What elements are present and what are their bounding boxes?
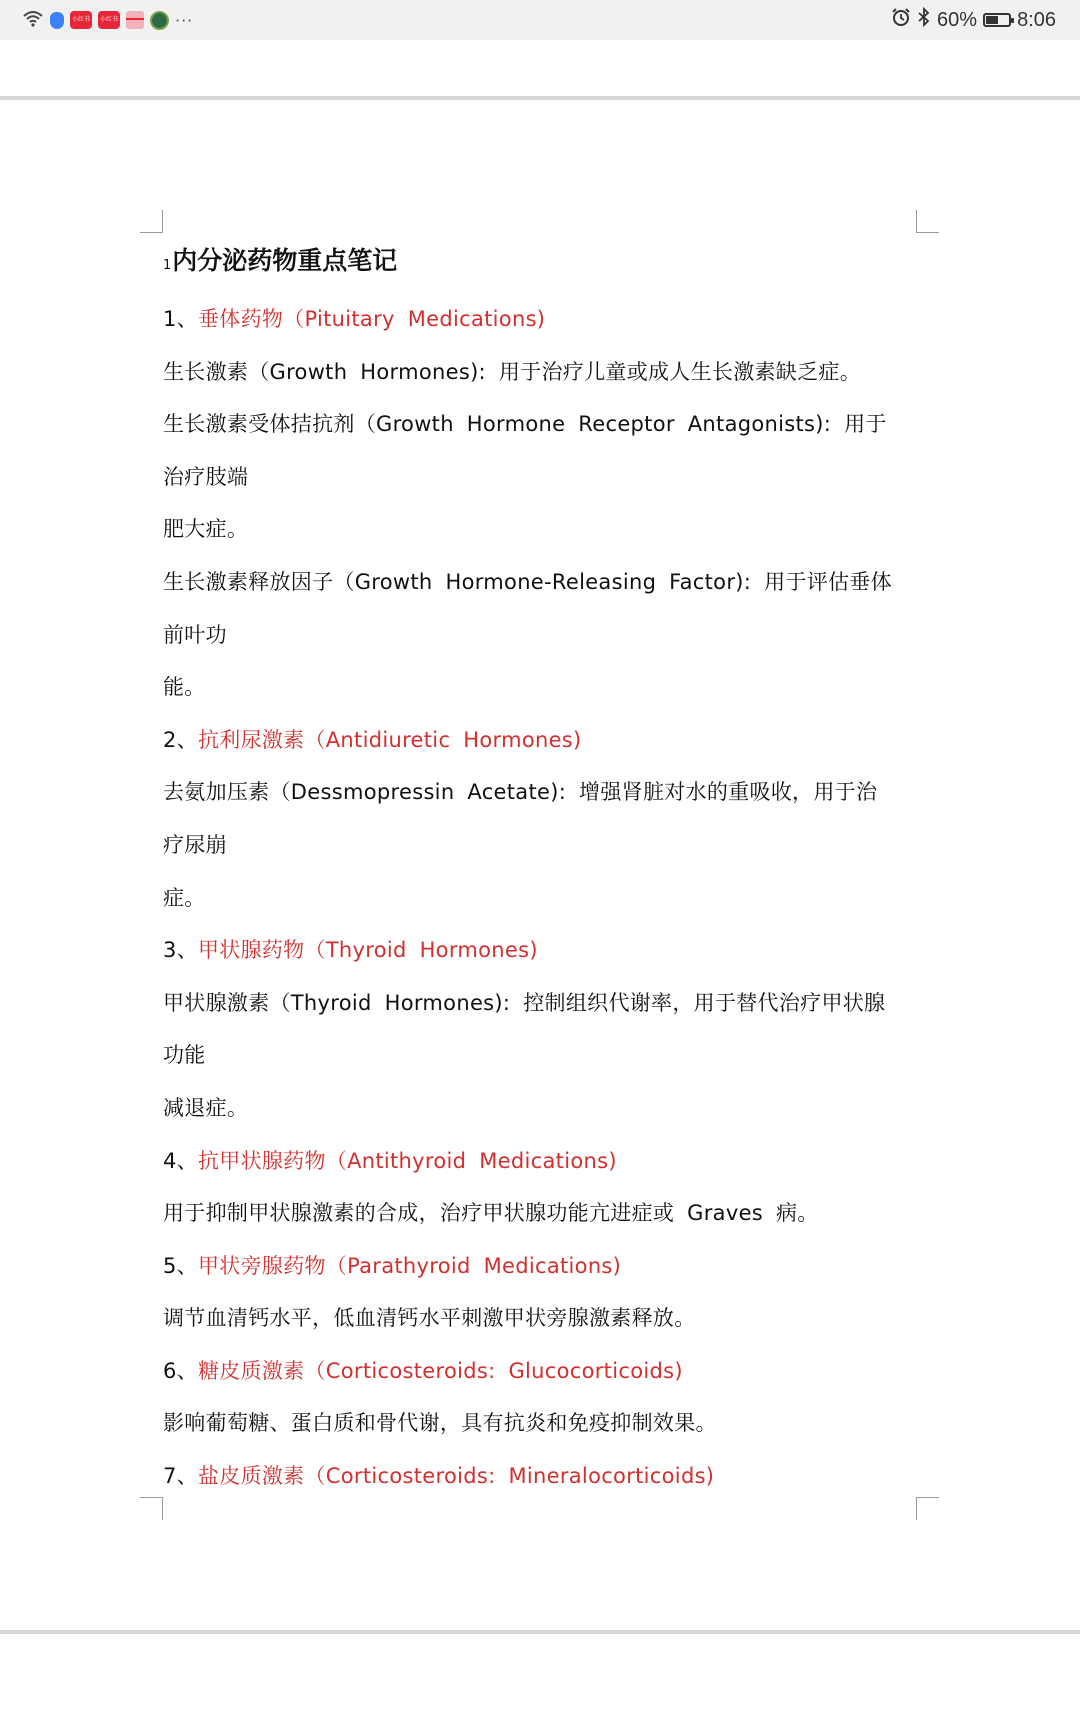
app-badge-icon: 小红书: [98, 11, 120, 29]
paragraph-line: [163, 346, 923, 399]
clock: 8:06: [1017, 8, 1056, 31]
section-heading: [163, 1345, 923, 1398]
section-number: 4、: [163, 1148, 198, 1173]
paragraph-text: 生长激素（Growth Hormones): 用于治疗儿童或成人生长激素缺乏症。: [163, 359, 862, 384]
paragraph-line: [163, 766, 923, 819]
section-heading-text: 盐皮质激素（Corticosteroids: Mineralocorticoids): [197, 1464, 715, 1489]
battery-level: [986, 16, 998, 24]
title-marker: 1: [163, 258, 172, 273]
paragraph-text: 能。: [163, 675, 206, 700]
page-bottom-divider: [0, 1630, 1080, 1634]
paragraph-line: [163, 1292, 923, 1345]
paragraph-text: 前叶功: [163, 622, 227, 647]
section-number: 1、: [163, 307, 198, 331]
document-title: [163, 240, 923, 282]
paragraph-text: 肥大症。: [163, 517, 249, 542]
more-notifications-icon: ···: [175, 10, 194, 30]
bluetooth-icon: [917, 7, 931, 33]
paragraph-line: [163, 977, 923, 1030]
paragraph-text: 调节血清钙水平，低血清钙水平刺激甲状旁腺激素释放。: [163, 1306, 696, 1331]
status-bar-right: [891, 8, 1056, 32]
status-bar-left: [22, 8, 193, 32]
paragraph-text: 甲状腺激素（Thyroid Hormones): 控制组织代谢率，用于替代治疗甲状腺: [163, 990, 886, 1015]
section-heading: [163, 924, 923, 977]
paragraph-text: 疗尿崩: [163, 832, 227, 857]
paragraph-text: 影响葡萄糖、蛋白质和骨代谢，具有抗炎和免疫抑制效果。: [163, 1411, 717, 1436]
paragraph-text: 减退症。: [163, 1095, 249, 1120]
section-heading: [163, 1450, 923, 1503]
paragraph-line: [163, 1397, 923, 1450]
section-heading-text: 抗甲状腺药物（Antithyroid Medications): [197, 1148, 617, 1173]
paragraph-text: 用于抑制甲状腺激素的合成，治疗甲状腺功能亢进症或 Graves 病。: [163, 1201, 819, 1226]
page-corner-mark-top-right: [916, 210, 939, 233]
shield-icon: [50, 12, 64, 29]
paragraph-line: [163, 398, 923, 451]
section-heading-text: 抗利尿激素（Antidiuretic Hormones): [197, 727, 582, 752]
page-corner-mark-bottom-left: [140, 1497, 163, 1520]
paragraph-line: [163, 609, 923, 662]
gift-icon: [126, 11, 144, 29]
browser-icon: [150, 11, 169, 30]
section-number: 2、: [163, 727, 198, 752]
paragraph-line: [163, 1029, 923, 1082]
paragraph-text: 生长激素受体拮抗剂（Growth Hormone Receptor Antagonists): 用于: [163, 412, 887, 437]
section-number: 6、: [163, 1358, 198, 1383]
paragraph-line: [163, 1082, 923, 1135]
paragraph-line: [163, 451, 923, 504]
section-heading-text: 垂体药物（Pituitary Medications): [197, 307, 546, 331]
section-number: 3、: [163, 938, 198, 963]
paragraph-text: 症。: [163, 885, 206, 910]
page-top-divider: [0, 96, 1080, 100]
paragraph-line: [163, 872, 923, 925]
battery-percent: 60%: [937, 8, 978, 31]
section-heading: [163, 1240, 923, 1293]
wifi-icon: [22, 9, 44, 31]
battery-icon: [983, 13, 1011, 27]
paragraph-line: [163, 556, 923, 609]
section-heading: [163, 293, 923, 346]
paragraph-line: [163, 661, 923, 714]
app-badge-icon: 小红书: [70, 11, 92, 29]
section-number: 7、: [163, 1464, 198, 1489]
paragraph-line: [163, 1187, 923, 1240]
section-heading-text: 甲状腺药物（Thyroid Hormones): [197, 938, 538, 963]
paragraph-text: 生长激素释放因子（Growth Hormone-Releasing Factor): 用于评估垂体: [163, 569, 892, 594]
section-heading: [163, 1135, 923, 1188]
paragraph-line: [163, 819, 923, 872]
section-heading-text: 甲状旁腺药物（Parathyroid Medications): [197, 1253, 622, 1278]
paragraph-text: 治疗肢端: [163, 464, 249, 489]
title-text: 内分泌药物重点笔记: [172, 246, 398, 275]
alarm-icon: [891, 7, 911, 33]
status-bar: [0, 0, 1080, 40]
paragraph-text: 去氨加压素（Dessmopressin Acetate): 增强肾脏对水的重吸收，用于治: [163, 780, 878, 805]
document-body: [163, 240, 923, 1503]
paragraph-text: 功能: [163, 1043, 206, 1068]
section-number: 5、: [163, 1253, 198, 1278]
section-heading: [163, 714, 923, 767]
section-heading-text: 糖皮质激素（Corticosteroids: Glucocorticoids): [197, 1358, 683, 1383]
paragraph-line: [163, 503, 923, 556]
document-lines: [163, 293, 923, 1503]
page-corner-mark-top-left: [140, 210, 163, 233]
